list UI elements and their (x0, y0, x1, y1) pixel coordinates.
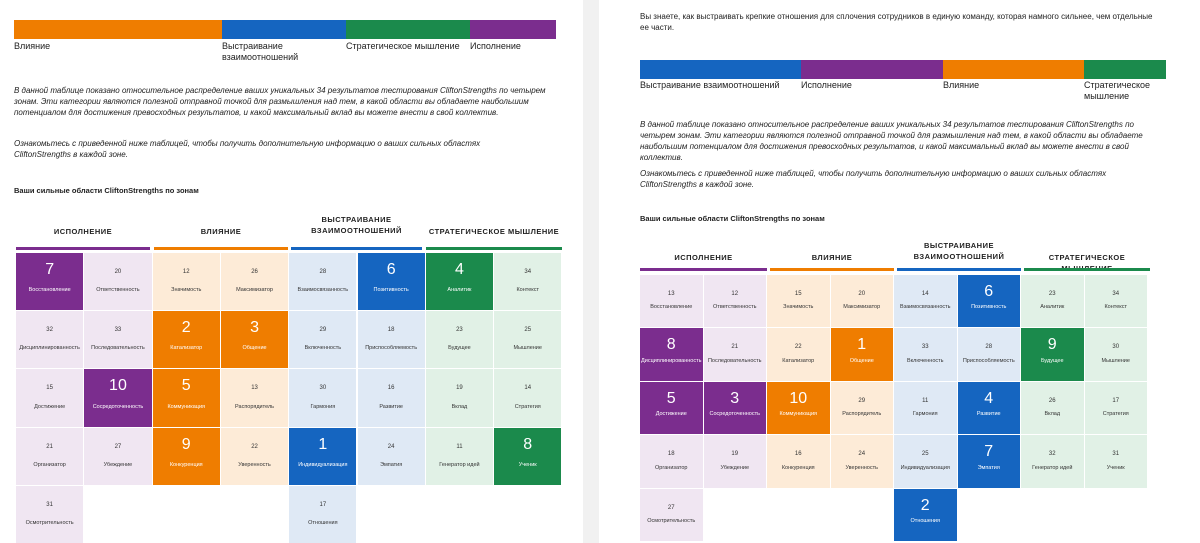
strength-rank: 12 (182, 269, 190, 275)
strength-tile (16, 369, 83, 426)
right-report-page (600, 0, 1200, 543)
strength-rank: 25 (524, 327, 532, 334)
strength-name: Уверенность (845, 464, 878, 471)
strength-name: Взаимосвязанность (297, 287, 349, 294)
strength-tile (958, 275, 1021, 327)
relationship-intro: Вы знаете, как выстраивать крепкие отношения для сплочения сотрудников в единую команду, которая намного сильнее, чем отдельные ее части. (640, 12, 1153, 32)
strength-tile (1085, 435, 1148, 487)
strength-rank: 28 (985, 344, 993, 351)
strength-tile (84, 253, 151, 310)
strength-tile (640, 382, 703, 434)
zone-distribution-bar-strategic (346, 20, 470, 39)
strength-tile (426, 311, 493, 368)
strength-name: Отношения (308, 519, 338, 526)
strength-tile (84, 311, 151, 368)
strength-name: Вклад (1044, 411, 1061, 418)
strength-rank: 15 (794, 291, 802, 297)
left-report-page (0, 0, 582, 543)
zone-distribution-label: Выстраивание взаимоотношений (640, 80, 780, 90)
strength-tile (153, 369, 220, 426)
strength-rank: 13 (667, 291, 675, 297)
strength-tile (494, 369, 561, 426)
strength-name: Ученик (518, 461, 537, 468)
strength-tile (289, 253, 356, 310)
strength-name: Катализатор (170, 345, 203, 352)
strength-rank: 32 (1048, 451, 1056, 458)
strength-rank: 11 (922, 397, 929, 404)
strength-tile (153, 428, 220, 485)
strength-name: Мышление (513, 345, 542, 352)
strength-name: Сосредоточенность (92, 403, 144, 410)
strength-name: Восстановление (28, 287, 71, 294)
strength-name: Развитие (379, 403, 403, 410)
zone-distribution-bar-influence (14, 20, 222, 39)
strength-name: Эмпатия (977, 464, 1000, 471)
strength-rank: 7 (984, 443, 994, 461)
strength-rank: 27 (114, 443, 122, 450)
strength-rank: 24 (858, 451, 866, 458)
hint-paragraph: Ознакомьтесь с приведенной ниже таблицей, чтобы получить дополнительную информацию о ваших сильных областях CliftonStrengths в каждой зоне. (14, 139, 481, 159)
strength-rank: 9 (1047, 336, 1057, 354)
strength-tile (831, 275, 894, 327)
strength-tile (221, 253, 288, 310)
strength-tile (289, 486, 356, 543)
strength-rank: 23 (1048, 291, 1056, 297)
strength-rank: 4 (984, 389, 994, 407)
strength-rank: 21 (731, 344, 739, 351)
strength-name: Будущее (1040, 357, 1064, 364)
strength-rank: 26 (251, 269, 258, 275)
strength-name: Стратегия (514, 403, 541, 410)
strength-name: Последовательность (91, 345, 145, 352)
page-divider (583, 0, 599, 543)
zone-header-execution: ИСПОЛНЕНИЕ (53, 227, 113, 236)
hint-paragraph: Ознакомьтесь с приведенной ниже таблицей, чтобы получить дополнительную информацию о ваших сильных областях CliftonStrengths в каждой зоне. (640, 169, 1107, 189)
strength-rank: 16 (387, 385, 395, 392)
strength-tile (16, 253, 83, 310)
strength-rank: 26 (1048, 397, 1056, 404)
strength-tile (640, 328, 703, 380)
strength-name: Вклад (451, 403, 468, 410)
strength-tile (767, 435, 830, 487)
zone-underline-influence (770, 268, 894, 271)
strength-tile (426, 369, 493, 426)
zones-heading: Ваши сильные области CliftonStrengths по зонам (14, 186, 199, 195)
zone-distribution-label: Исполнение (470, 41, 521, 51)
strength-tile (153, 311, 220, 368)
strength-rank: 28 (319, 269, 327, 275)
strength-rank: 1 (318, 435, 328, 453)
strength-name: Индивидуализация (900, 464, 950, 471)
strength-tile (894, 435, 957, 487)
strength-name: Приспособляемость (962, 357, 1015, 364)
zone-distribution-bar-influence (943, 60, 1084, 79)
strength-tile (153, 253, 220, 310)
strength-rank: 13 (251, 385, 258, 392)
strength-tile (894, 382, 957, 434)
strength-rank: 7 (45, 261, 55, 278)
strength-rank: 20 (114, 269, 122, 275)
strength-tile (704, 275, 767, 327)
strength-rank: 9 (181, 435, 191, 453)
zone-underline-strategic (426, 247, 562, 250)
strength-name: Позитивность (971, 304, 1007, 311)
strength-tile (16, 428, 83, 485)
strength-rank: 32 (46, 327, 53, 334)
strength-tile (894, 328, 957, 380)
strength-rank: 21 (46, 443, 53, 450)
strength-rank: 6 (984, 283, 994, 300)
strength-name: Аналитик (1040, 304, 1065, 311)
strength-name: Гармония (912, 411, 938, 418)
strength-tile (358, 253, 425, 310)
strength-rank: 34 (524, 269, 532, 275)
strength-rank: 2 (920, 496, 930, 514)
strength-name: Организатор (655, 464, 688, 471)
strength-name: Общение (849, 357, 874, 364)
strength-tile (494, 428, 561, 485)
strength-tile (494, 311, 561, 368)
strength-rank: 6 (386, 261, 396, 278)
strength-rank: 8 (523, 435, 533, 453)
strength-rank: 25 (921, 451, 929, 458)
strength-rank: 19 (731, 451, 739, 458)
zone-distribution-bar-strategic (1084, 60, 1166, 79)
strength-tile (704, 435, 767, 487)
strength-name: Достижение (655, 411, 687, 418)
strength-name: Восстановление (650, 304, 693, 311)
strength-rank: 3 (250, 319, 259, 337)
strength-rank: 1 (857, 336, 867, 354)
strength-rank: 17 (1112, 397, 1120, 404)
strength-rank: 14 (524, 385, 532, 392)
zone-underline-strategic (1024, 268, 1150, 271)
intro-paragraph: В данной таблице показано относительное распределение ваших уникальных 34 результатов тестирования CliftonStrengths по четырем зонам. Эти категории являются полезной отправной точкой для размышления над тем, в какой области вы обладаете наибольшим потенциалом для достижения превосходных результатов, и какой максимальный вклад вы можете внести в свой коллектив. (14, 86, 546, 117)
strength-tile (289, 369, 356, 426)
strength-tile (494, 253, 561, 310)
zone-distribution-label: Влияние (14, 41, 51, 51)
strength-tile (1021, 328, 1084, 380)
strength-name: Позитивность (373, 287, 409, 294)
zone-header-strategic: СТРАТЕГИЧЕСКОЕ МЫШЛЕНИЕ (428, 227, 560, 236)
strength-tile (221, 428, 288, 485)
strength-rank: 34 (1112, 291, 1120, 297)
strength-tile (704, 328, 767, 380)
strength-tile (640, 435, 703, 487)
strength-rank: 5 (181, 377, 191, 395)
strength-name: Будущее (448, 345, 471, 352)
strength-tile (958, 328, 1021, 380)
zone-header-influence: ВЛИЯНИЕ (811, 253, 853, 262)
strength-rank: 33 (921, 344, 929, 351)
strength-rank: 15 (46, 385, 53, 392)
strength-tile (640, 275, 703, 327)
strength-tile (358, 311, 425, 368)
zone-header-relationship: ВЫСТРАИВАНИЕ ВЗАИМООТНОШЕНИЙ (913, 241, 1005, 261)
strength-name: Генератор идей (439, 461, 480, 468)
strength-rank: 30 (319, 385, 327, 392)
strength-rank: 29 (319, 327, 327, 334)
strength-name: Катализатор (782, 357, 815, 364)
intro-paragraph: В данной таблице показано относительное распределение ваших уникальных 34 результатов тестирования CliftonStrengths по четырем зонам. Эти категории являются полезной отправной точкой для размышления над тем, в какой области вы обладаете наибольшим потенциалом для достижения превосходных результатов, и какой максимальный вклад вы можете внести в свой коллектив. (640, 120, 1143, 162)
strength-rank: 4 (454, 261, 464, 278)
zones-heading: Ваши сильные области CliftonStrengths по зонам (640, 214, 825, 223)
strength-tile (221, 369, 288, 426)
strength-name: Значимость (783, 304, 814, 311)
strength-rank: 3 (730, 389, 740, 407)
strength-tile (221, 311, 288, 368)
strength-name: Значимость (171, 287, 202, 294)
strength-rank: 29 (858, 397, 866, 404)
strength-name: Гармония (310, 403, 336, 410)
strength-rank: 2 (181, 319, 191, 337)
strength-rank: 27 (667, 504, 675, 511)
zone-distribution-label: Выстраивание взаимоотношений (222, 41, 299, 62)
strength-tile (1021, 435, 1084, 487)
strength-tile (831, 328, 894, 380)
strength-tile (358, 428, 425, 485)
strength-rank: 16 (794, 451, 802, 458)
zone-underline-relationship (897, 268, 1021, 271)
strength-rank: 31 (46, 501, 53, 508)
zone-underline-influence (154, 247, 288, 250)
strength-rank: 10 (109, 377, 127, 395)
strength-tile (831, 382, 894, 434)
strength-rank: 10 (789, 389, 808, 407)
strength-tile (767, 328, 830, 380)
zone-distribution-label: Стратегическое мышление (1084, 80, 1151, 101)
strength-rank: 33 (114, 327, 122, 334)
zone-distribution-label: Исполнение (801, 80, 852, 90)
strength-tile (958, 435, 1021, 487)
strength-tile (84, 428, 151, 485)
strength-tile (1085, 275, 1148, 327)
strength-rank: 18 (667, 451, 675, 458)
zone-header-execution: ИСПОЛНЕНИЕ (674, 253, 733, 262)
strength-tile (1021, 275, 1084, 327)
strength-rank: 17 (319, 501, 327, 508)
strength-name: Коммуникация (779, 411, 818, 418)
strength-name: Убеждение (720, 464, 750, 471)
strength-rank: 23 (456, 327, 463, 334)
strength-tile (831, 435, 894, 487)
strength-name: Последовательность (707, 357, 762, 364)
strength-rank: 19 (456, 385, 463, 392)
strength-name: Эмпатия (380, 461, 403, 468)
strength-tile (426, 253, 493, 310)
strength-tile (84, 369, 151, 426)
zone-distribution-bar-execution (801, 60, 943, 79)
strength-name: Взаимосвязанность (899, 304, 951, 311)
strength-tile (1085, 382, 1148, 434)
zone-underline-relationship (291, 247, 422, 250)
strength-name: Генератор идей (1032, 464, 1073, 471)
strength-tile (289, 428, 356, 485)
strength-rank: 5 (666, 389, 676, 407)
strength-tile (289, 311, 356, 368)
strength-rank: 30 (1112, 344, 1120, 351)
strength-name: Конкуренция (169, 461, 203, 468)
strength-rank: 18 (387, 327, 395, 334)
strength-name: Дисциплинированность (641, 357, 702, 364)
zone-header-strategic: СТРАТЕГИЧЕСКОЕ (1048, 253, 1126, 262)
zone-distribution-bar-execution (470, 20, 556, 39)
strength-rank: 22 (251, 443, 258, 450)
strength-name: Приспособляемость (365, 345, 418, 352)
strength-name: Отношения (910, 517, 940, 524)
strength-rank: 24 (387, 443, 395, 450)
strength-name: Ученик (1106, 464, 1125, 471)
strength-rank: 20 (858, 291, 866, 297)
strength-rank: 14 (921, 291, 929, 297)
strength-name: Ответственность (96, 287, 140, 294)
strength-name: Конкуренция (781, 464, 815, 471)
strength-tile (16, 486, 83, 543)
strength-name: Коммуникация (167, 403, 206, 410)
strength-tile (894, 275, 957, 327)
strength-tile (767, 275, 830, 327)
strength-name: Дисциплинированность (19, 345, 80, 352)
zone-distribution-bar-relationship (222, 20, 346, 39)
strength-name: Распорядитель (842, 411, 882, 418)
strength-name: Максимизатор (236, 287, 273, 294)
strength-name: Включенность (906, 357, 944, 364)
strength-name: Распорядитель (235, 403, 275, 410)
zone-underline-execution (640, 268, 767, 271)
zone-underline-execution (16, 247, 150, 250)
strength-tile (1021, 382, 1084, 434)
strength-rank: 8 (666, 336, 676, 354)
strength-tile (358, 369, 425, 426)
strength-name: Убеждение (103, 461, 133, 468)
strength-tile (704, 382, 767, 434)
strength-tile (16, 311, 83, 368)
strength-name: Контекст (516, 287, 540, 294)
strength-name: Сосредоточенность (709, 411, 760, 418)
zone-header-relationship: ВЫСТРАИВАНИЕ ВЗАИМООТНОШЕНИЙ (311, 215, 402, 235)
zone-distribution-label: Влияние (943, 80, 980, 90)
strength-name: Развитие (976, 411, 1001, 418)
strength-name: Максимизатор (843, 304, 881, 311)
strength-name: Уверенность (238, 461, 271, 468)
strength-name: Включенность (304, 345, 342, 352)
strength-name: Стратегия (1102, 411, 1129, 418)
strength-tile (894, 489, 957, 541)
strength-name: Индивидуализация (298, 461, 348, 468)
strength-rank: 22 (794, 344, 802, 351)
zone-distribution-label: Стратегическое мышление (346, 41, 460, 51)
strength-name: Мышление (1101, 357, 1130, 364)
strength-tile (640, 489, 703, 541)
strength-name: Осмотрительность (25, 519, 74, 526)
zone-header-influence: ВЛИЯНИЕ (200, 227, 242, 236)
strength-name: Ответственность (713, 304, 757, 311)
strength-tile (1085, 328, 1148, 380)
strength-rank: 31 (1112, 451, 1120, 458)
zone-distribution-bar-relationship (640, 60, 801, 79)
strength-name: Общение (242, 345, 267, 352)
strength-name: Достижение (34, 403, 66, 410)
strength-rank: 11 (456, 443, 463, 450)
strength-rank: 12 (731, 291, 739, 297)
strength-name: Контекст (1104, 304, 1128, 311)
strength-name: Аналитик (447, 287, 472, 294)
strength-tile (426, 428, 493, 485)
strength-name: Осмотрительность (647, 517, 696, 524)
strength-tile (958, 382, 1021, 434)
strength-tile (767, 382, 830, 434)
strength-name: Организатор (33, 461, 66, 468)
